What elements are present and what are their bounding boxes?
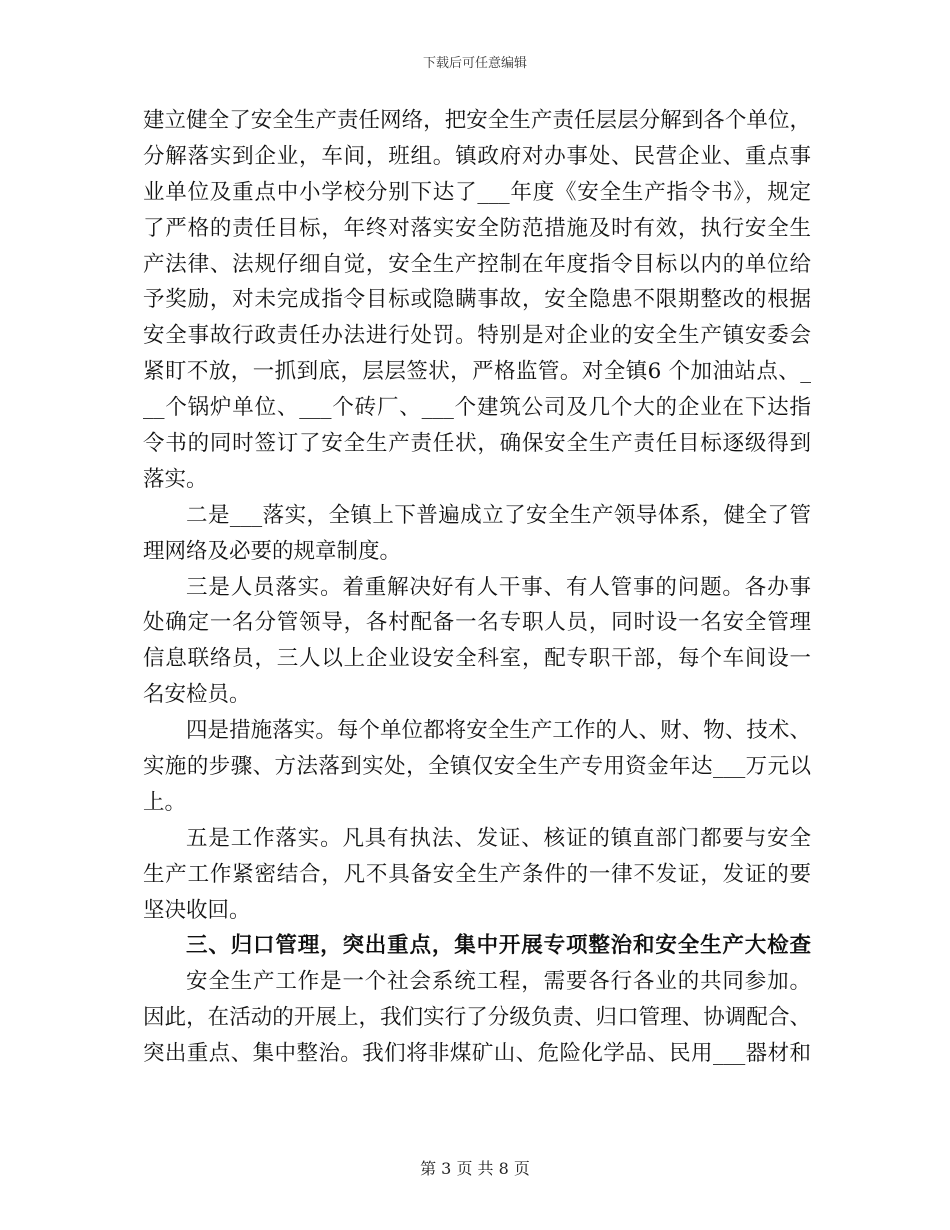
text-line: 令书的同时签订了安全生产责任状，确保安全生产责任目标逐级得到: [143, 431, 811, 457]
text-line: 了严格的责任目标，年终对落实安全防范措施及时有效，执行安全生: [143, 215, 811, 241]
text-line: 五是工作落实。凡具有执法、发证、核证的镇直部门都要与安全: [186, 825, 811, 851]
text-line: __个锅炉单位、___个砖厂、___个建筑公司及几个大的企业在下达指: [143, 395, 811, 421]
text-line: 紧盯不放，一抓到底，层层签状，严格监管。对全镇6 个加油站点、_: [143, 359, 811, 385]
text-line: 因此，在活动的开展上，我们实行了分级负责、归口管理、协调配合、: [143, 1005, 811, 1031]
page-header: 下载后可任意编辑: [422, 56, 527, 71]
text-line: 落实。: [143, 466, 208, 492]
text-line: 实施的步骤、方法落到实处，全镇仅安全生产专用资金年达___万元以: [143, 754, 811, 780]
text-line: 名安检员。: [143, 682, 251, 708]
text-line: 四是措施落实。每个单位都将安全生产工作的人、财、物、技术、: [186, 718, 811, 744]
text-line: 坚决收回。: [143, 897, 251, 923]
text-line: 二是___落实，全镇上下普遍成立了安全生产领导体系，健全了管: [186, 502, 811, 528]
text-line: 安全事故行政责任办法进行处罚。特别是对企业的安全生产镇安委会: [143, 323, 811, 349]
text-line: 突出重点、集中整治。我们将非煤矿山、危险化学品、民用___器材和: [143, 1041, 811, 1067]
text-line: 安全生产工作是一个社会系统工程，需要各行各业的共同参加。: [186, 969, 811, 995]
text-line: 建立健全了安全生产责任网络，把安全生产责任层层分解到各个单位，: [143, 108, 811, 133]
text-line: 产法律、法规仔细自觉，安全生产控制在年度指令目标以内的单位给: [143, 251, 811, 277]
text-line: 理网络及必要的规章制度。: [143, 538, 402, 564]
document-body: [143, 103, 811, 1072]
text-line: 生产工作紧密结合，凡不具备安全生产条件的一律不发证，发证的要: [143, 861, 811, 887]
text-line: 上。: [143, 789, 187, 815]
text-line: 业单位及重点中小学校分别下达了___年度《安全生产指令书》，规定: [143, 179, 811, 205]
page-footer: 第 3 页 共 8 页: [420, 1159, 530, 1178]
text-line: 分解落实到企业，车间，班组。镇政府对办事处、民营企业、重点事: [143, 143, 811, 169]
text-line: 信息联络员，三人以上企业设安全科室，配专职干部，每个车间设一: [143, 646, 811, 672]
text-line: 予奖励，对未完成指令目标或隐瞒事故，安全隐患不限期整改的根据: [143, 287, 811, 313]
section-heading: 三、归口管理，突出重点，集中开展专项整治和安全生产大检查: [186, 933, 811, 959]
text-line: 三是人员落实。着重解决好有人干事、有人管事的问题。各办事: [186, 574, 811, 600]
text-line: 处确定一名分管领导，各村配备一名专职人员，同时设一名安全管理: [143, 610, 811, 636]
